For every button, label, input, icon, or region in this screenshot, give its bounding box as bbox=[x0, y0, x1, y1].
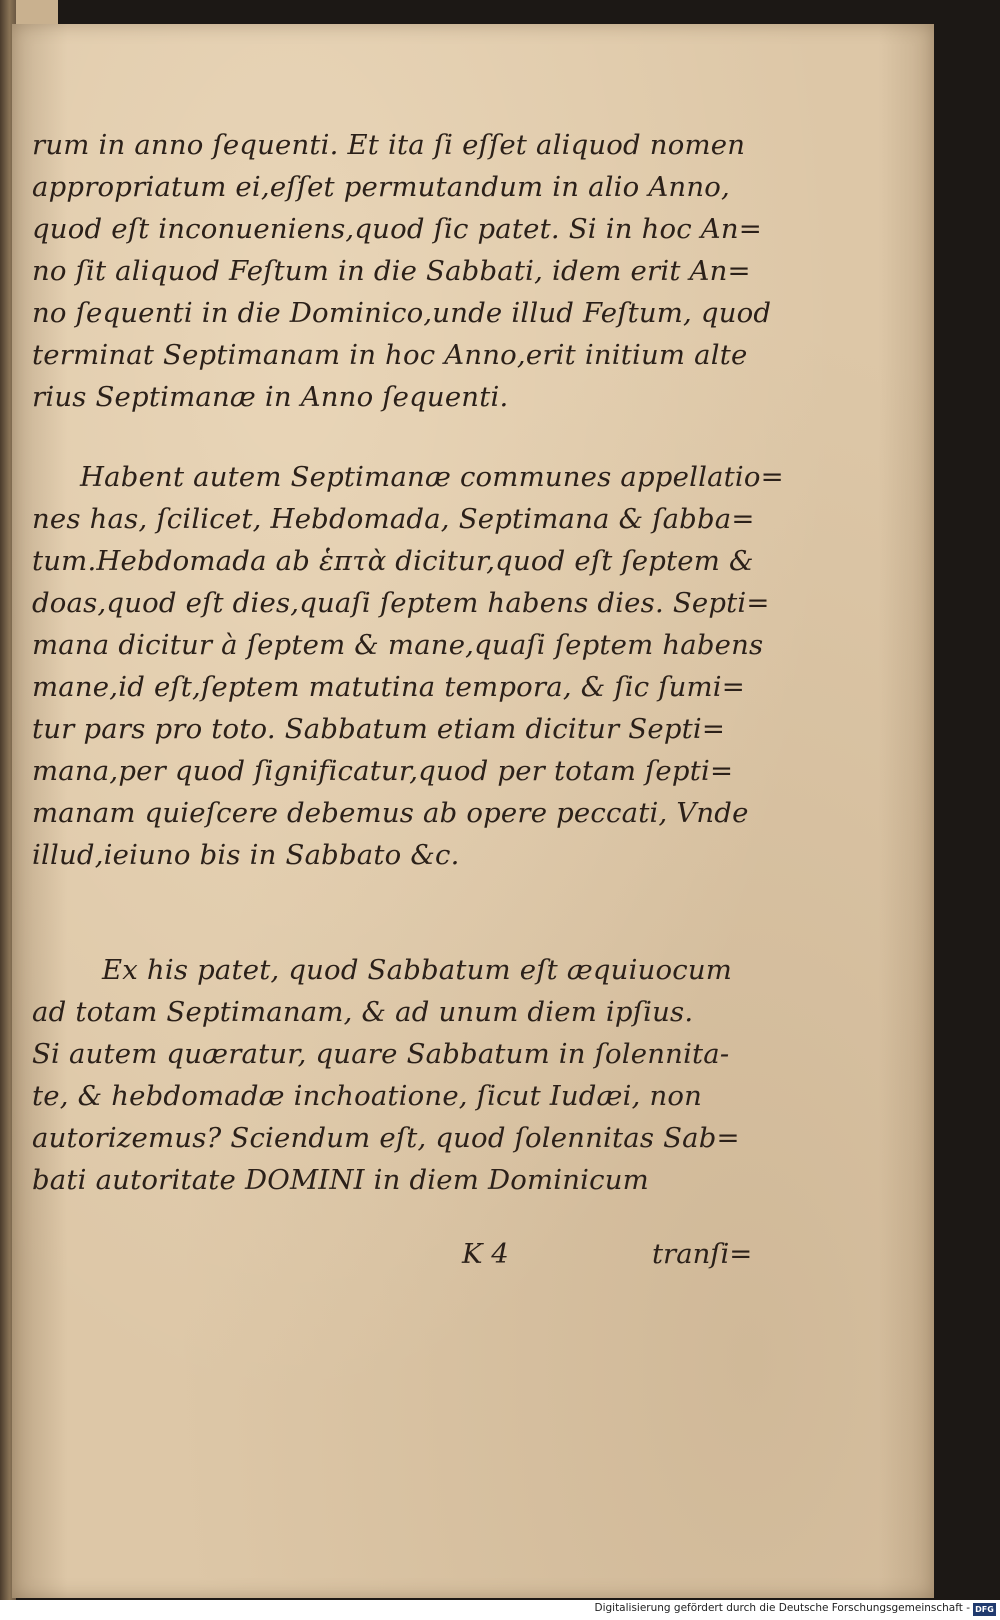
dfg-logo-icon: DFG bbox=[973, 1603, 996, 1616]
paragraph-2 bbox=[32, 456, 784, 876]
text-line: rum in anno ſequenti. Et ita ſi eſſet aliquod nomen bbox=[32, 129, 746, 161]
text-line: mane,id eſt,ſeptem matutina tempora, & ſic ſumi= bbox=[32, 671, 746, 703]
paragraph-1 bbox=[32, 124, 772, 418]
text-line: rius Septimanæ in Anno ſequenti. bbox=[32, 381, 509, 413]
text-line: doas,quod eſt dies,quaſi ſeptem habens dies. Septi= bbox=[32, 587, 770, 619]
text-line: mana dicitur à ſeptem & mane,quaſi ſeptem habens bbox=[32, 629, 764, 661]
text-line: autorizemus? Sciendum eſt, quod ſolennitas Sab= bbox=[32, 1122, 740, 1154]
funding-credit: Digitalisierung gefördert durch die Deutsche Forschungsgemeinschaft - bbox=[594, 1602, 970, 1614]
text-line: bati autoritate DOMINI in diem Dominicum bbox=[32, 1164, 649, 1196]
text-line: quod eſt inconueniens,quod ſic patet. Si in hoc An= bbox=[32, 213, 763, 245]
text-line: Ex his patet, quod Sabbatum eſt æquiuocum bbox=[102, 954, 733, 986]
text-line: nes has, ſcilicet, Hebdomada, Septimana & ſabba= bbox=[32, 503, 755, 535]
text-line: ad totam Septimanam, & ad unum diem ipſius. bbox=[32, 996, 694, 1028]
text-line: no ſequenti in die Dominico,unde illud Feſtum, quod bbox=[32, 297, 772, 329]
paper-tab bbox=[12, 0, 58, 24]
text-line: te, & hebdomadæ inchoatione, ſicut Iudæi, non bbox=[32, 1080, 703, 1112]
text-line: no ſit aliquod Feſtum in die Sabbati, idem erit An= bbox=[32, 255, 751, 287]
text-line: appropriatum ei,eſſet permutandum in alio Anno, bbox=[32, 171, 730, 203]
text-line: manam quieſcere debemus ab opere peccati, Vnde bbox=[32, 797, 749, 829]
text-line: Habent autem Septimanæ communes appellatio= bbox=[80, 461, 784, 493]
text-line: tur pars pro toto. Sabbatum etiam dicitur Septi= bbox=[32, 713, 726, 745]
text-line: terminat Septimanam in hoc Anno,erit initium alte bbox=[32, 339, 748, 371]
digitization-footer bbox=[0, 1600, 1000, 1620]
signature-mark: K 4 bbox=[462, 1238, 509, 1270]
catchword: tranſi= bbox=[652, 1238, 753, 1270]
text-line: Si autem quæratur, quare Sabbatum in ſolennita- bbox=[32, 1038, 730, 1070]
page-catchline bbox=[12, 1238, 952, 1278]
paragraph-3 bbox=[32, 949, 752, 1201]
text-line: illud,ieiuno bis in Sabbato &c. bbox=[32, 839, 460, 871]
text-line: tum.Hebdomada ab ἑπτὰ dicitur,quod eſt ſeptem & bbox=[32, 545, 754, 577]
text-line: mana,per quod ſignificatur,quod per totam ſepti= bbox=[32, 755, 734, 787]
book-page bbox=[12, 24, 934, 1598]
